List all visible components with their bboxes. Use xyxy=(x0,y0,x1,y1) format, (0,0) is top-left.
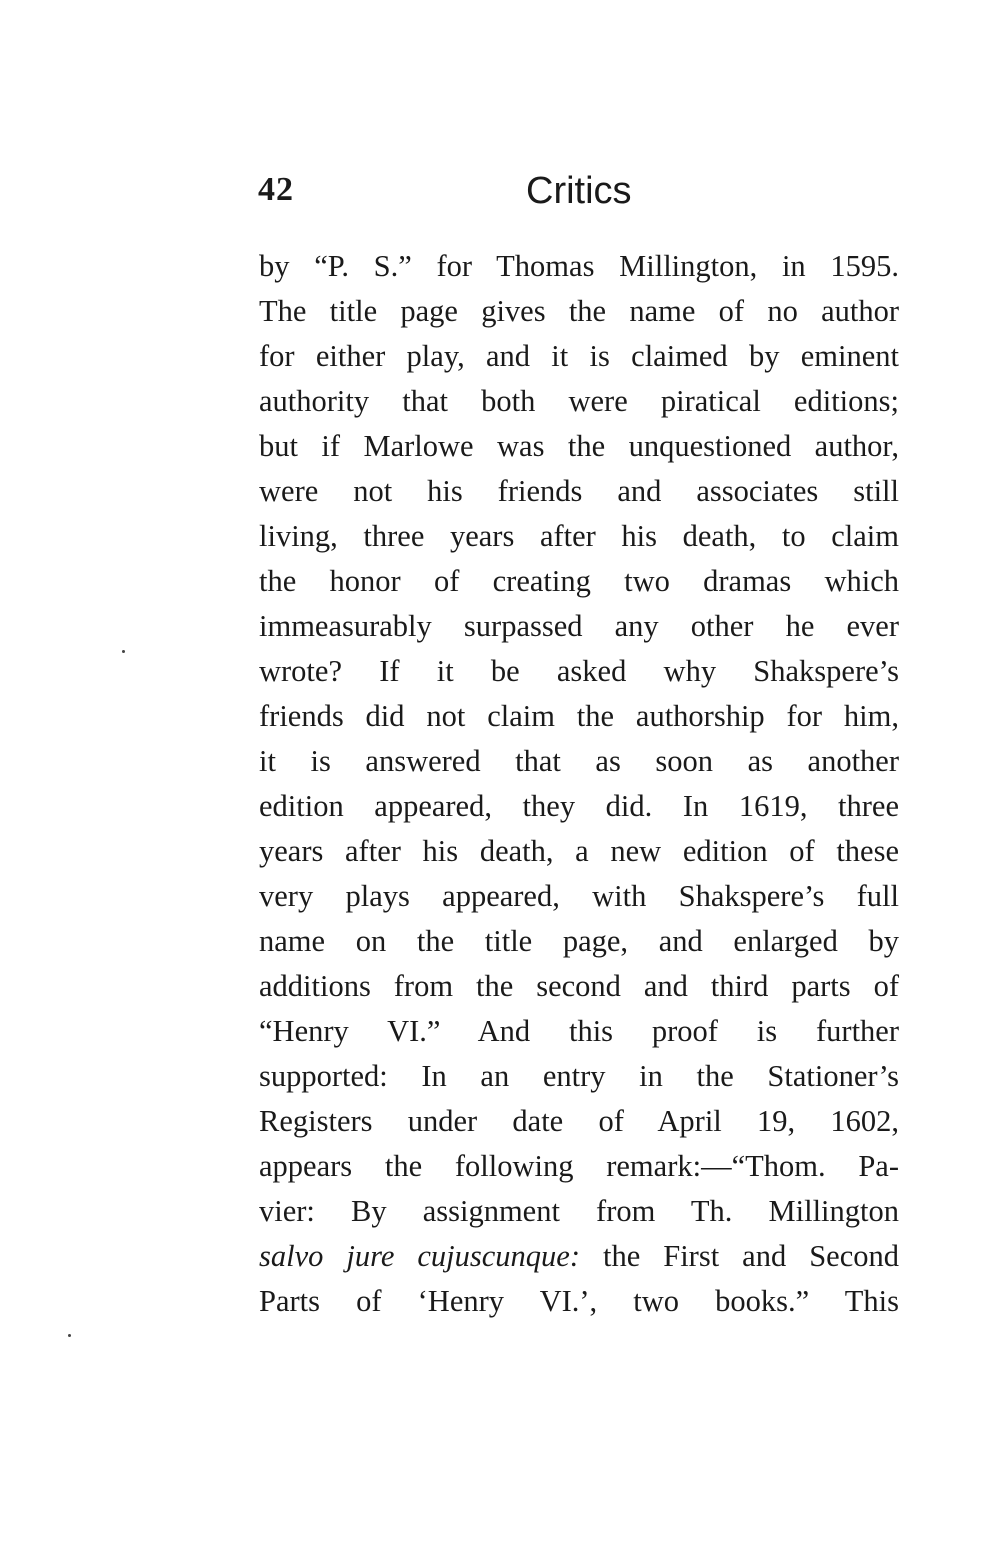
scan-speck xyxy=(122,650,125,653)
text-line: wrote? If it be asked why Shakspere’s xyxy=(259,654,899,688)
text-line: it is answered that as soon as another xyxy=(259,744,899,778)
running-head: Critics xyxy=(526,170,632,212)
text-line: vier: By assignment from Th. Millington xyxy=(259,1194,899,1228)
latin-phrase: salvo jure cujuscunque: xyxy=(259,1239,580,1273)
text-line: by “P. S.” for Thomas Millington, in 1595. xyxy=(259,249,899,283)
text-line: name on the title page, and enlarged by xyxy=(259,924,899,958)
text-line: Registers under date of April 19, 1602, xyxy=(259,1104,899,1138)
text-line: additions from the second and third parts of xyxy=(259,969,899,1003)
text-line: but if Marlowe was the unquestioned author, xyxy=(259,429,899,463)
scan-speck xyxy=(68,1334,71,1337)
text-line-mixed xyxy=(259,1234,899,1279)
text-line: Parts of ‘Henry VI.’, two books.” This xyxy=(259,1284,899,1318)
text-line: for either play, and it is claimed by eminent xyxy=(259,339,899,373)
page-number: 42 xyxy=(258,171,294,208)
text-line: the honor of creating two dramas which xyxy=(259,564,899,598)
text-line: were not his friends and associates still xyxy=(259,474,899,508)
text-line: living, three years after his death, to claim xyxy=(259,519,899,553)
text-line: appears the following remark:—“Thom. Pa- xyxy=(259,1149,899,1183)
text-line: supported: In an entry in the Stationer’s xyxy=(259,1059,899,1093)
text-line: The title page gives the name of no author xyxy=(259,294,899,328)
text-line: authority that both were piratical editions; xyxy=(259,384,899,418)
text-line: very plays appeared, with Shakspere’s full xyxy=(259,879,899,913)
text-line-rest: the First and Second xyxy=(579,1239,899,1273)
text-line: years after his death, a new edition of these xyxy=(259,834,899,868)
text-line: “Henry VI.” And this proof is further xyxy=(259,1014,899,1048)
text-line: immeasurably surpassed any other he ever xyxy=(259,609,899,643)
body-text xyxy=(259,244,899,1324)
text-line: edition appeared, they did. In 1619, three xyxy=(259,789,899,823)
text-line: friends did not claim the authorship for him, xyxy=(259,699,899,733)
